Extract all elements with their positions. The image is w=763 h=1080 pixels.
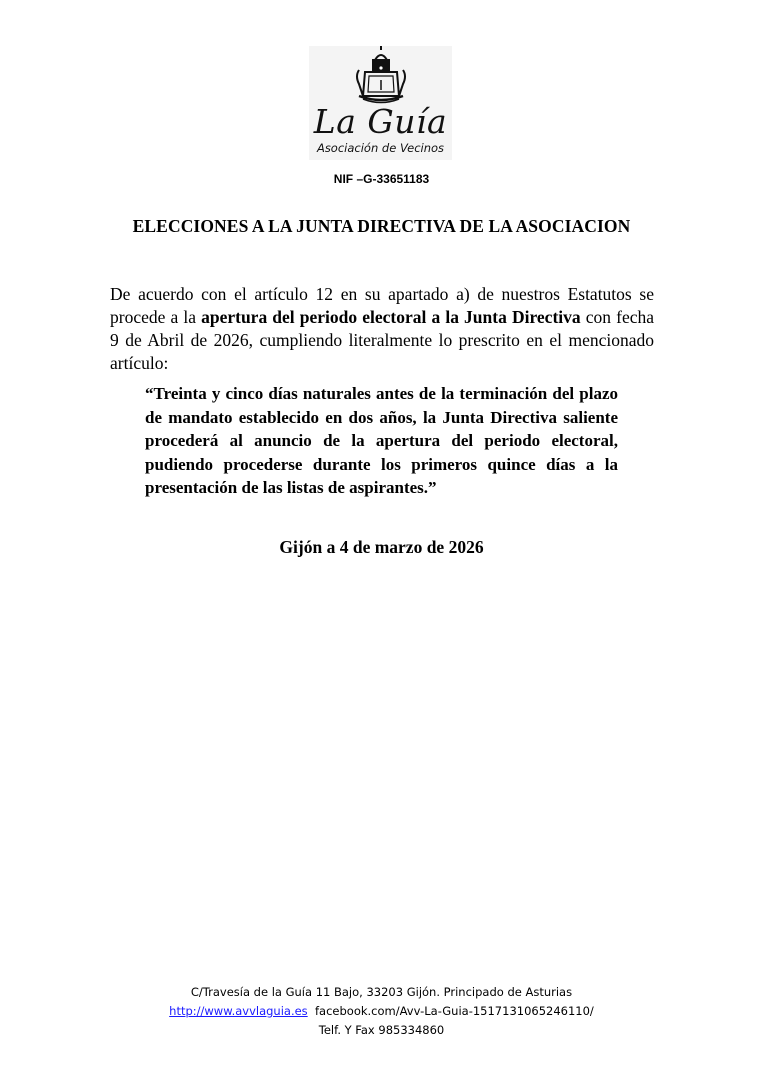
footer-phone: Telf. Y Fax 985334860 (318, 1023, 445, 1037)
footer (0, 983, 763, 1040)
logo-name: La Guía (313, 102, 448, 141)
facebook-text: facebook.com/Avv-La-Guia-1517131065246110/ (314, 1004, 594, 1018)
website-link[interactable]: http://www.avvlaguia.es (169, 1004, 308, 1018)
intro-bold-text: apertura del periodo electoral a la Junta Directiva (201, 307, 581, 327)
footer-links (0, 1002, 763, 1021)
nif-line: NIF –G-33651183 (333, 172, 430, 186)
intro-text-1: De acuerdo con el artículo 12 en su apartado a) de nuestros Estatutos se procede a la (110, 284, 654, 327)
intro-paragraph (110, 283, 654, 375)
document-title: ELECCIONES A LA JUNTA DIRECTIVA DE LA ASOCIACION (132, 216, 631, 236)
footer-address: C/Travesía de la Guía 11 Bajo, 33203 Gijón. Principado de Asturias (190, 985, 573, 999)
logo-subtitle: Asociación de Vecinos (316, 141, 445, 155)
statute-quote: “Treinta y cinco días naturales antes de la terminación del plazo de mandato establecido en dos años, la Junta Directiva saliente procederá al anuncio de la apertura del periodo electoral, pudiendo procederse durante los primeros quince días a la presentación de las listas de aspirantes.” (145, 384, 618, 497)
date-line: Gijón a 4 de marzo de 2026 (279, 537, 484, 557)
intro-text-2: con fecha 9 de Abril de 2026, cumpliendo literalmente lo prescrito en el mencionado artículo: (110, 307, 655, 373)
association-logo (309, 46, 452, 160)
